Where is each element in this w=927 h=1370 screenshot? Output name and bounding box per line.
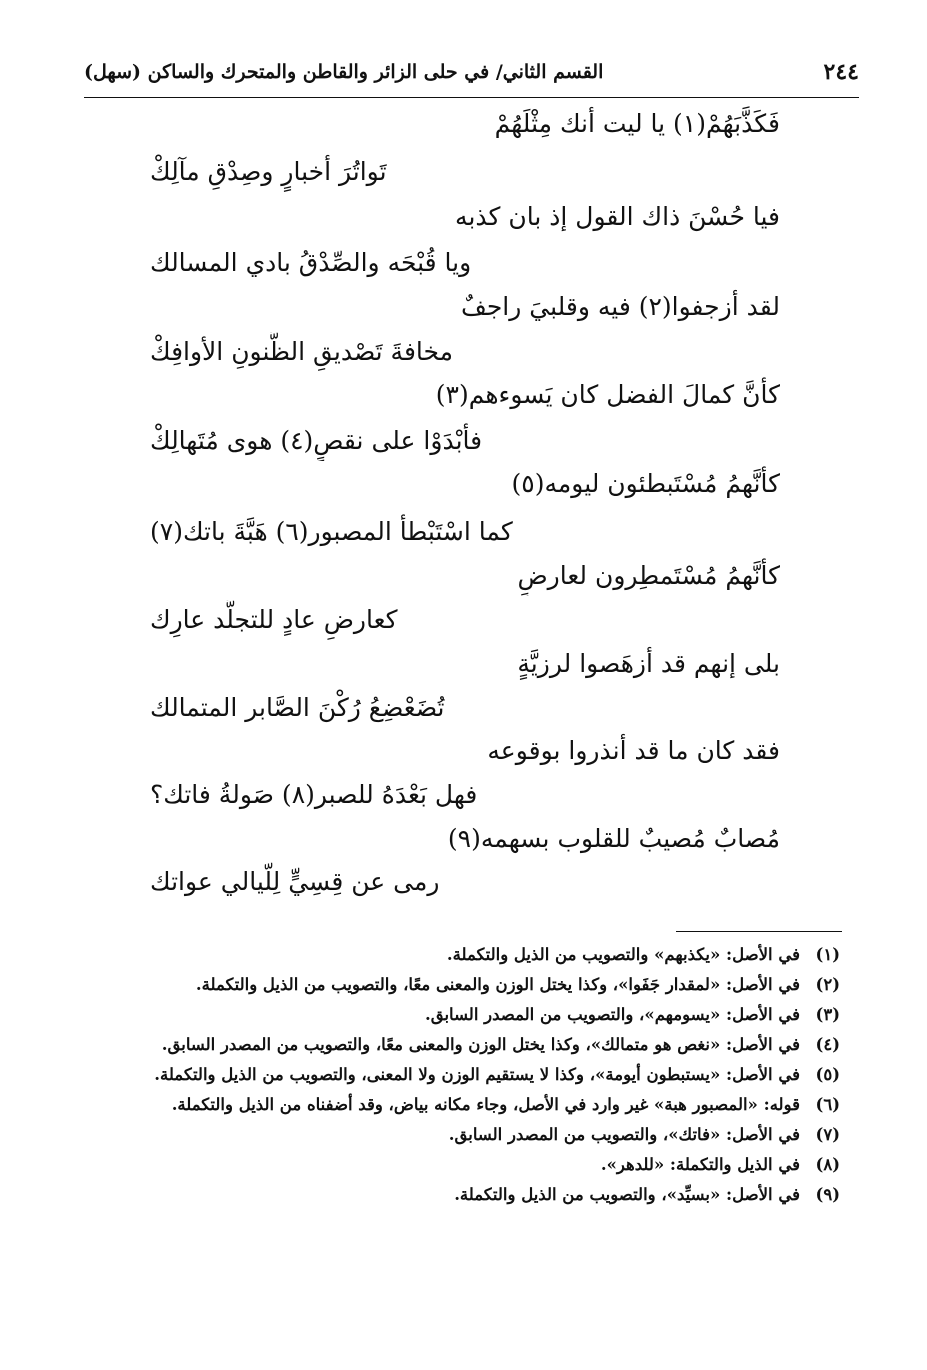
footnote-text: قوله: «المصبور هبة» غير وارد في الأصل، وجاء مكانه بياض، وقد أضفناه من الذيل والتكملة. <box>171 1095 800 1114</box>
footnote-number: (٤) <box>815 1035 840 1054</box>
footnote-item <box>105 1060 840 1090</box>
verse-line: لقد أزجفوا(٢) فيه وقلبيَ راجفٌ <box>460 292 780 321</box>
footnote-item <box>105 1180 840 1210</box>
footnote-item <box>105 940 840 970</box>
footnote-item <box>105 1000 840 1030</box>
footnotes <box>105 940 840 1210</box>
verse-line: كأنَّهمُ مُسْتَبطئون ليومه(٥) <box>511 469 780 498</box>
verse-line: كما اسْتَبْطأ المصبور(٦) هَبَّةَ باتك(٧) <box>150 517 513 546</box>
footnote-text: في الأصل: «يسومهم»، والتصويب من المصدر السابق. <box>424 1005 800 1024</box>
footnote-number: (١) <box>815 945 840 964</box>
verse-line: تُضَعْضِعُ رُكْنَ الصَّابر المتمالك <box>150 693 445 722</box>
verse-line: مخافةَ تَصْديقِ الظُّنونِ الأوافِكْ <box>150 337 454 366</box>
footnote-number: (٨) <box>815 1155 840 1174</box>
footnote-item <box>105 1120 840 1150</box>
footnote-text: في الذيل والتكملة: «للدهر». <box>600 1155 800 1174</box>
footnote-text: في الأصل: «يكذبهم» والتصويب من الذيل والتكملة. <box>446 945 800 964</box>
footnote-text: في الأصل: «فاتك»، والتصويب من المصدر السابق. <box>448 1125 800 1144</box>
footnote-item <box>105 1030 840 1060</box>
footnote-text: في الأصل: «نغص هو متمالك»، وكذا يختل الوزن والمعنى معًا، والتصويب من المصدر السابق. <box>161 1035 800 1054</box>
verse-line: فَكَذَّبَهُمْ(١) يا ليت أنك مِثْلَهُمْ <box>494 109 780 138</box>
footnote-item <box>105 1090 840 1120</box>
verse-line: ويا قُبْحَه والصِّدْقُ بادي المسالك <box>150 248 472 277</box>
footnote-text: في الأصل: «لمقدار جَفَوا»، وكذا يختل الوزن والمعنى معًا، والتصويب من الذيل والتكملة. <box>195 975 800 994</box>
footnote-text: في الأصل: «يستبطون أيومة»، وكذا لا يستقيم الوزن ولا المعنى، والتصويب من الذيل والتكملة. <box>154 1065 800 1084</box>
verse-line: بلى إنهم قد أزهَصوا لرزيَّةٍ <box>517 649 780 678</box>
footnote-text: في الأصل: «بسيِّد»، والتصويب من الذيل والتكملة. <box>454 1185 800 1204</box>
verse-line: كأنَّ كمالَ الفضل كان يَسوءهم(٣) <box>435 380 780 409</box>
footnote-number: (٩) <box>815 1185 840 1204</box>
verse-line: تَواتُرَ أخبارٍ وصِدْقِ مآلِكْ <box>150 157 387 186</box>
verse-line: مُصابٌ مُصيبٌ للقلوب بسهمه(٩) <box>447 824 780 853</box>
footnote-number: (٦) <box>815 1095 840 1114</box>
footnote-number: (٧) <box>815 1125 840 1144</box>
footnote-number: (٣) <box>815 1005 840 1024</box>
footnote-item <box>105 1150 840 1180</box>
verse-line: فهل بَعْدَهُ للصبر(٨) صَولةُ فاتك؟ <box>150 780 478 809</box>
verse-line: كعارضِ عادٍ للتجلُّد عارِك <box>150 605 398 634</box>
footnote-number: (٢) <box>815 975 840 994</box>
footnote-rule <box>676 931 842 932</box>
footnote-item <box>105 970 840 1000</box>
running-title: القسم الثاني/ في حلى الزائر والقاطن والمتحرك والساكن (سهل) <box>84 61 604 83</box>
verse-line: كأنَّهمُ مُسْتَمطِرون لعارضٍ <box>517 561 780 590</box>
page-number: ٢٤٤ <box>823 59 859 85</box>
verse-line: فأبْدَوْا على نقصٍ(٤) هوى مُتَهالِكْ <box>150 426 483 455</box>
footnote-number: (٥) <box>815 1065 840 1084</box>
verse-line: فيا حُسْنَ ذاك القول إذ بان كذبه <box>455 202 780 231</box>
verse-line: فقد كان ما قد أنذروا بوقوعه <box>487 736 780 765</box>
verse-line: رمى عن قِسِيٍّ لِلّيالي عواتك <box>150 867 440 896</box>
